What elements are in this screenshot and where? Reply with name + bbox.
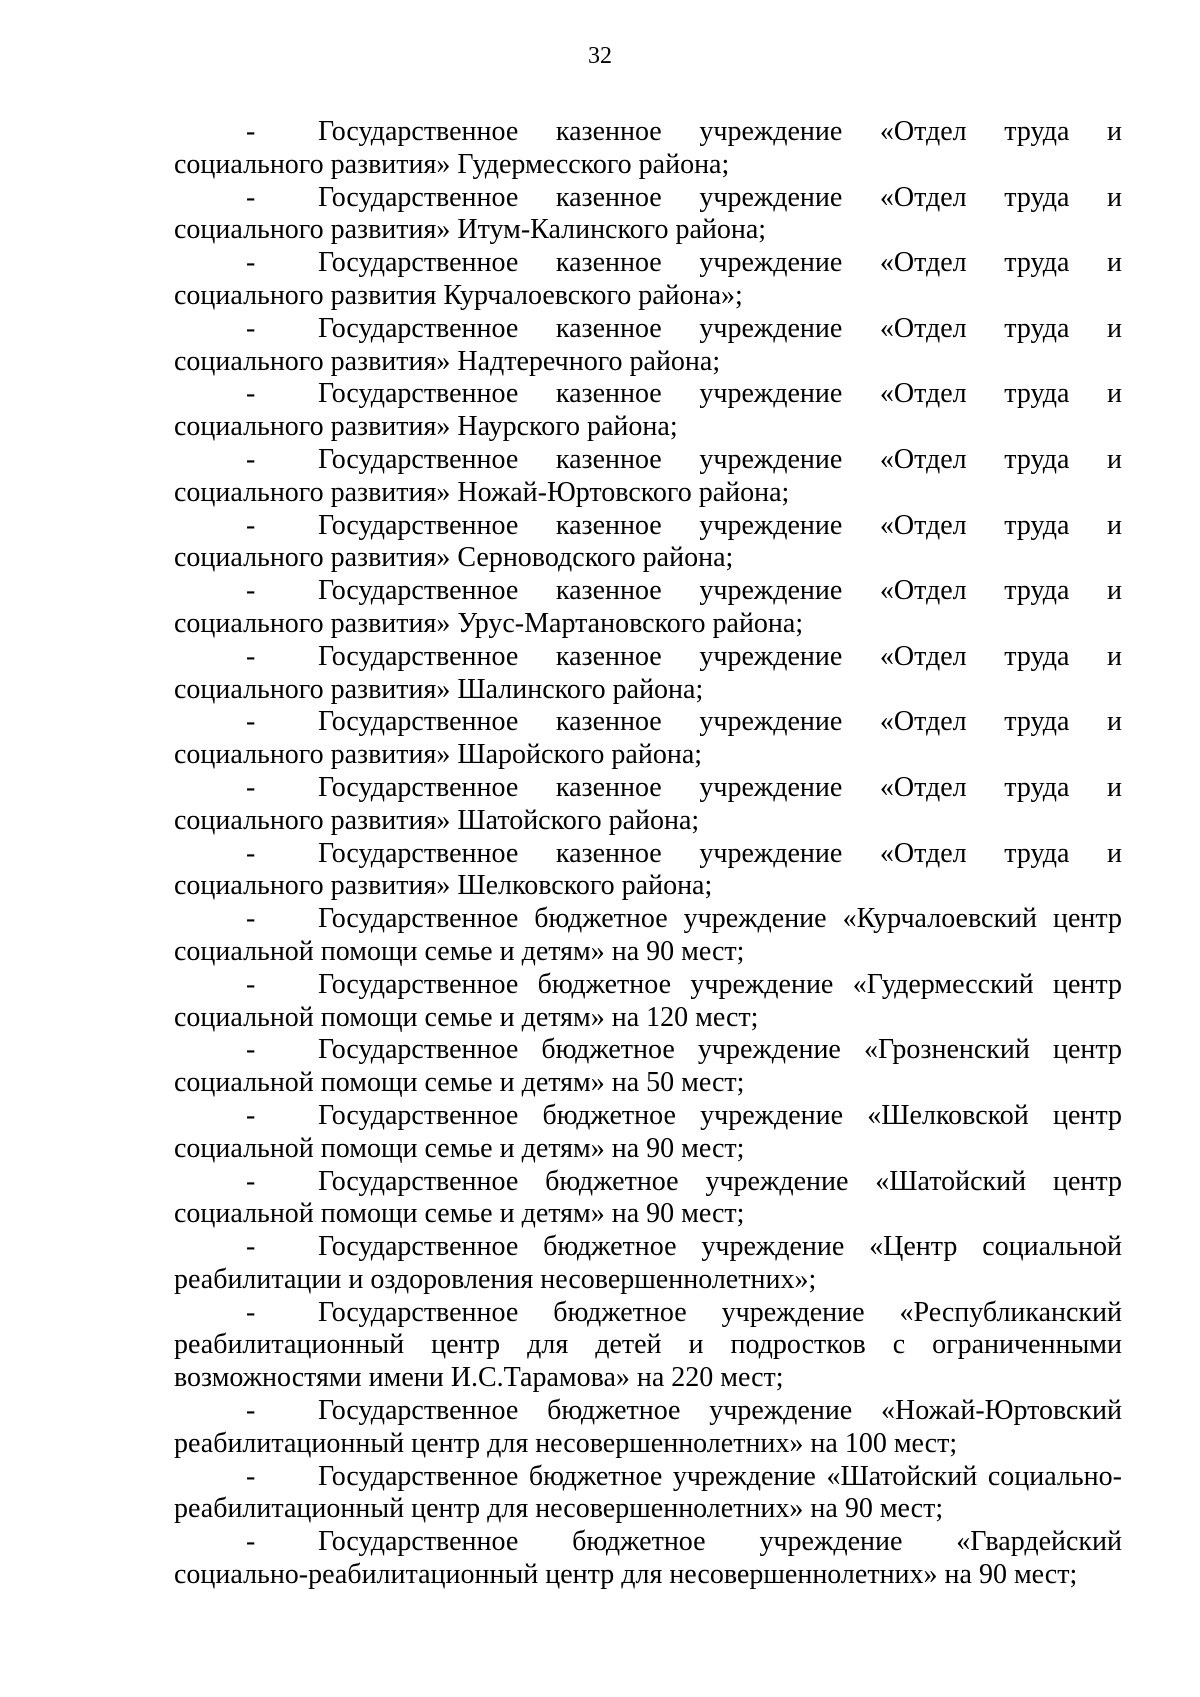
list-item — [174, 1166, 1122, 1232]
list-item-text: Государственное бюджетное учреждение «Центр социальной реабилитации и оздоровления несовершеннолетних»; — [174, 1231, 1122, 1295]
list-item-text: Государственное казенное учреждение «Отдел труда и социального развития» Надтеречного района; — [174, 312, 1122, 377]
list-item — [174, 1100, 1122, 1166]
list-dash: - — [246, 116, 256, 147]
list-item-text: Государственное казенное учреждение «Отдел труда и социального развития» Шелковского района; — [174, 837, 1122, 902]
list-dash: - — [246, 312, 256, 344]
list-item — [174, 444, 1122, 510]
list-item — [174, 1231, 1122, 1297]
list-dash: - — [246, 247, 256, 279]
list-item-text: Государственное казенное учреждение «Отдел труда и социального развития» Гудермесского района; — [174, 116, 1122, 180]
list-item-text: Государственное казенное учреждение «Отдел труда и социального развития» Урус-Мартановского района; — [174, 575, 1122, 639]
list-item-text: Государственное бюджетное учреждение «Грозненский центр социальной помощи семье и детям» на 50 мест; — [174, 1034, 1122, 1099]
list-item — [174, 903, 1122, 969]
list-item-text: Государственное бюджетное учреждение «Ножай-Юртовский реабилитационный центр для несовершеннолетних» на 100 мест; — [174, 1395, 1122, 1459]
list-item-text: Государственное бюджетное учреждение «Курчалоевский центр социальной помощи семье и детям» на 90 мест; — [174, 903, 1122, 967]
document-body — [174, 116, 1122, 1592]
list-dash: - — [246, 1296, 256, 1328]
list-item — [174, 510, 1122, 576]
list-item-text: Государственное казенное учреждение «Отдел труда и социального развития» Итум-Калинского района; — [174, 181, 1122, 246]
list-item-text: Государственное бюджетное учреждение «Шатойский центр социальной помощи семье и детям» на 90 мест; — [174, 1165, 1122, 1230]
list-item — [174, 1395, 1122, 1461]
list-item-text: Государственное казенное учреждение «Отдел труда и социального развития Курчалоевского района»; — [174, 247, 1122, 311]
list-item — [174, 706, 1122, 772]
list-item-text: Государственное казенное учреждение «Отдел труда и социального развития» Шалинского района; — [174, 640, 1122, 705]
list-dash: - — [246, 640, 256, 672]
list-dash: - — [246, 1460, 256, 1492]
list-dash: - — [246, 443, 256, 475]
list-item — [174, 969, 1122, 1035]
list-item-text: Государственное казенное учреждение «Отдел труда и социального развития» Серноводского района; — [174, 509, 1122, 574]
list-dash: - — [246, 1099, 256, 1131]
list-item — [174, 1461, 1122, 1527]
list-dash: - — [246, 968, 256, 1000]
list-dash: - — [246, 903, 256, 935]
list-dash: - — [246, 771, 256, 803]
list-item — [174, 575, 1122, 641]
list-dash: - — [246, 575, 256, 607]
list-item — [174, 1297, 1122, 1395]
list-item-text: Государственное бюджетное учреждение «Шелковской центр социальной помощи семье и детям» на 90 мест; — [174, 1099, 1122, 1164]
list-dash: - — [246, 1526, 256, 1558]
list-item-text: Государственное бюджетное учреждение «Гвардейский социально-реабилитационный центр для несовершеннолетних» на 90 мест; — [174, 1526, 1122, 1591]
list-item-text: Государственное бюджетное учреждение «Гудермесский центр социальной помощи семье и детям» на 120 мест; — [174, 968, 1122, 1033]
list-dash: - — [246, 1231, 256, 1263]
page-number: 32 — [588, 43, 612, 69]
list-item — [174, 182, 1122, 248]
list-item — [174, 313, 1122, 379]
list-dash: - — [246, 378, 256, 410]
list-item — [174, 378, 1122, 444]
list-item — [174, 116, 1122, 182]
list-item — [174, 247, 1122, 313]
list-dash: - — [246, 181, 256, 213]
list-item — [174, 641, 1122, 707]
list-dash: - — [246, 1034, 256, 1066]
list-item-text: Государственное казенное учреждение «Отдел труда и социального развития» Ножай-Юртовского района; — [174, 443, 1122, 508]
list-item — [174, 838, 1122, 904]
list-item-text: Государственное казенное учреждение «Отдел труда и социального развития» Шатойского района; — [174, 771, 1122, 836]
list-dash: - — [246, 1395, 256, 1427]
list-item-text: Государственное бюджетное учреждение «Республиканский реабилитационный центр для детей и подростков с ограниченными возможностями имени И.С.Тарамова» на 220 мест; — [174, 1296, 1122, 1394]
list-item — [174, 1526, 1122, 1592]
list-dash: - — [246, 1165, 256, 1197]
list-dash: - — [246, 706, 256, 738]
list-item — [174, 1034, 1122, 1100]
list-item-text: Государственное бюджетное учреждение «Шатойский социально-реабилитационный центр для несовершеннолетних» на 90 мест; — [174, 1460, 1122, 1525]
list-item-text: Государственное казенное учреждение «Отдел труда и социального развития» Наурского района; — [174, 378, 1122, 443]
list-dash: - — [246, 509, 256, 541]
list-item — [174, 772, 1122, 838]
list-dash: - — [246, 837, 256, 869]
list-item-text: Государственное казенное учреждение «Отдел труда и социального развития» Шаройского района; — [174, 706, 1122, 771]
